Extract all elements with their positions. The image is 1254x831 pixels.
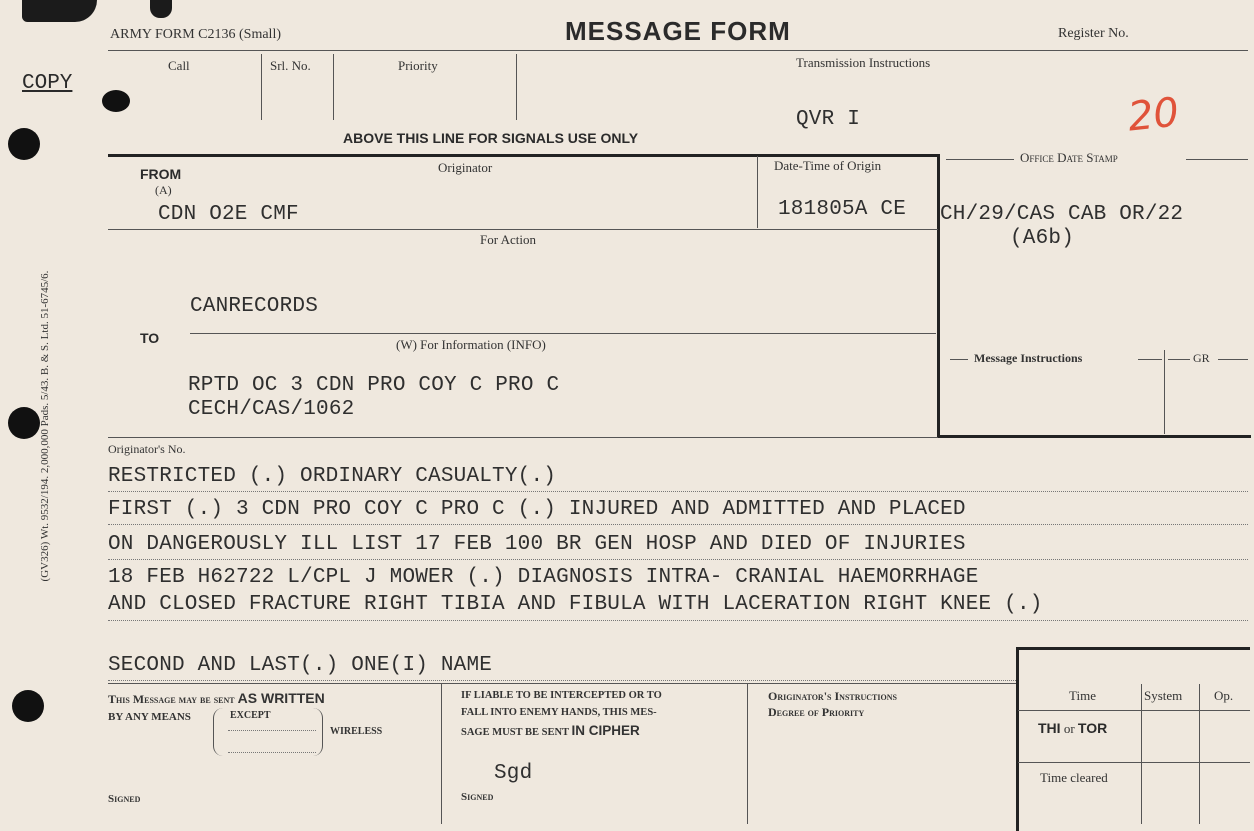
originator-value: CDN O2E CMF	[158, 203, 299, 226]
from-label: FROM	[140, 166, 182, 182]
from-a-label: (A)	[155, 183, 172, 197]
body-line-6: SECOND AND LAST(.) ONE(I) NAME	[108, 654, 493, 677]
footer-top-rule	[108, 683, 1016, 684]
or-text: or	[1060, 721, 1078, 736]
signals-divider-1	[261, 54, 262, 120]
copy-label: COPY	[22, 72, 73, 95]
transmission-value: QVR I	[796, 108, 861, 131]
call-label: Call	[168, 58, 190, 73]
stamp-value-2: (A6b)	[1010, 227, 1075, 250]
stamp-value-1: CH/29/CAS CAB OR/22	[940, 203, 1184, 226]
srl-no-label: Srl. No.	[270, 58, 311, 73]
thi-text: THI	[1038, 720, 1061, 736]
body-line-3: ON DANGEROUSLY ILL LIST 17 FEB 100 BR GEN HOSP AND DIED OF INJURIES	[108, 533, 966, 556]
op-label: Op.	[1214, 688, 1234, 703]
system-label: System	[1144, 688, 1183, 703]
punch-hole-middle	[8, 407, 40, 439]
originator-label: Originator	[438, 160, 493, 175]
main-box-top	[108, 154, 940, 157]
punch-hole-top	[8, 128, 40, 160]
priority-label: Priority	[398, 58, 438, 73]
except-line-2	[228, 752, 316, 753]
from-to-divider	[108, 229, 938, 230]
office-stamp-rule-left	[946, 159, 1014, 160]
info-line-2: CECH/CAS/1062	[188, 398, 355, 421]
body-line-1: RESTRICTED (.) ORDINARY CASUALTY(.)	[108, 465, 557, 488]
gr-rule-right	[1218, 359, 1248, 360]
body-rule-2	[108, 524, 1248, 525]
header-rule	[108, 50, 1248, 51]
handwritten-number: 20	[1125, 89, 1182, 141]
time-mid-rule	[1018, 762, 1250, 763]
originators-instructions-label: Originator's Instructions	[768, 689, 897, 703]
signed-left-label: Signed	[108, 793, 141, 805]
gr-label: GR	[1193, 351, 1210, 365]
wireless-bracket	[312, 708, 323, 756]
body-line-2: FIRST (.) 3 CDN PRO COY C PRO C (.) INJURED AND ADMITTED AND PLACED	[108, 498, 966, 521]
time-cleared-label: Time cleared	[1040, 770, 1108, 785]
body-rule-5	[108, 620, 1248, 621]
time-system-divider	[1141, 684, 1142, 824]
dto-divider	[757, 156, 758, 228]
signals-divider-2	[333, 54, 334, 120]
info-rule	[190, 333, 936, 334]
sent-line-prefix: This Message may be sent	[108, 692, 238, 706]
except-line-1	[228, 730, 316, 731]
form-title: MESSAGE FORM	[565, 16, 791, 46]
time-header-rule	[1018, 710, 1250, 711]
footer-divider-1	[441, 684, 442, 824]
main-box-right	[937, 154, 940, 438]
info-line-1: RPTD OC 3 CDN PRO COY C PRO C	[188, 374, 560, 397]
transmission-instructions-label: Transmission Instructions	[796, 55, 931, 70]
cipher-line-2: FALL INTO ENEMY HANDS, THIS MES-	[461, 707, 657, 718]
gr-rule-left	[1168, 359, 1190, 360]
sgd-value: Sgd	[494, 762, 533, 785]
signed-mid-label: Signed	[461, 791, 494, 803]
in-cipher-text: IN CIPHER	[571, 723, 640, 738]
body-rule-1	[108, 491, 1248, 492]
tor-text: TOR	[1077, 720, 1108, 736]
thi-or-tor-label	[1038, 720, 1107, 738]
time-box-left	[1016, 647, 1019, 831]
msg-instr-rule-left	[950, 359, 968, 360]
except-label: EXCEPT	[230, 710, 271, 721]
torn-corner-2	[150, 0, 172, 18]
gr-divider	[1164, 350, 1165, 434]
body-rule-3	[108, 559, 1248, 560]
system-op-divider	[1199, 684, 1200, 824]
left-box-bottom	[108, 437, 938, 438]
wireless-label: WIRELESS	[330, 726, 383, 737]
body-line-4: 18 FEB H62722 L/CPL J MOWER (.) DIAGNOSIS INTRA- CRANIAL HAEMORRHAGE	[108, 566, 979, 589]
to-label: TO	[140, 330, 160, 346]
by-any-means-label: BY ANY MEANS	[108, 711, 191, 723]
time-box-top	[1016, 647, 1250, 650]
originators-no-label: Originator's No.	[108, 442, 186, 456]
ink-blot	[102, 90, 130, 112]
sent-as-written-line	[108, 690, 325, 707]
margin-print-text: (GV326) Wt. 9532/194. 2,000,000 Pads. 5/43. B. & S. Ltd. 51-6745/6.	[39, 270, 51, 582]
message-instructions-label: Message Instructions	[974, 351, 1083, 365]
office-date-stamp-label: Office Date Stamp	[1020, 150, 1118, 165]
as-written-text: AS WRITTEN	[237, 690, 325, 706]
info-label: (W) For Information (INFO)	[396, 337, 546, 352]
for-action-value: CANRECORDS	[190, 295, 319, 318]
time-label: Time	[1069, 688, 1096, 703]
army-form-label: ARMY FORM C2136 (Small)	[110, 27, 282, 42]
cipher-prefix: SAGE MUST BE SENT	[461, 727, 572, 738]
msg-instr-rule-right	[1138, 359, 1162, 360]
signals-divider-3	[516, 54, 517, 120]
office-stamp-rule-right	[1186, 159, 1248, 160]
above-line-notice: ABOVE THIS LINE FOR SIGNALS USE ONLY	[343, 130, 639, 146]
torn-corner	[22, 0, 97, 22]
dto-label: Date-Time of Origin	[774, 158, 882, 173]
degree-of-priority-label: Degree of Priority	[768, 705, 865, 719]
cipher-line-1: IF LIABLE TO BE INTERCEPTED OR TO	[461, 690, 662, 701]
cipher-line-3	[461, 723, 640, 738]
body-line-5: AND CLOSED FRACTURE RIGHT TIBIA AND FIBULA WITH LACERATION RIGHT KNEE (.)	[108, 593, 1043, 616]
stamp-box-bottom	[937, 435, 1251, 438]
dto-value: 181805A CE	[778, 198, 907, 221]
register-no-label: Register No.	[1058, 26, 1129, 41]
body-rule-6	[108, 680, 1016, 681]
footer-divider-2	[747, 684, 748, 824]
for-action-label: For Action	[480, 232, 536, 247]
